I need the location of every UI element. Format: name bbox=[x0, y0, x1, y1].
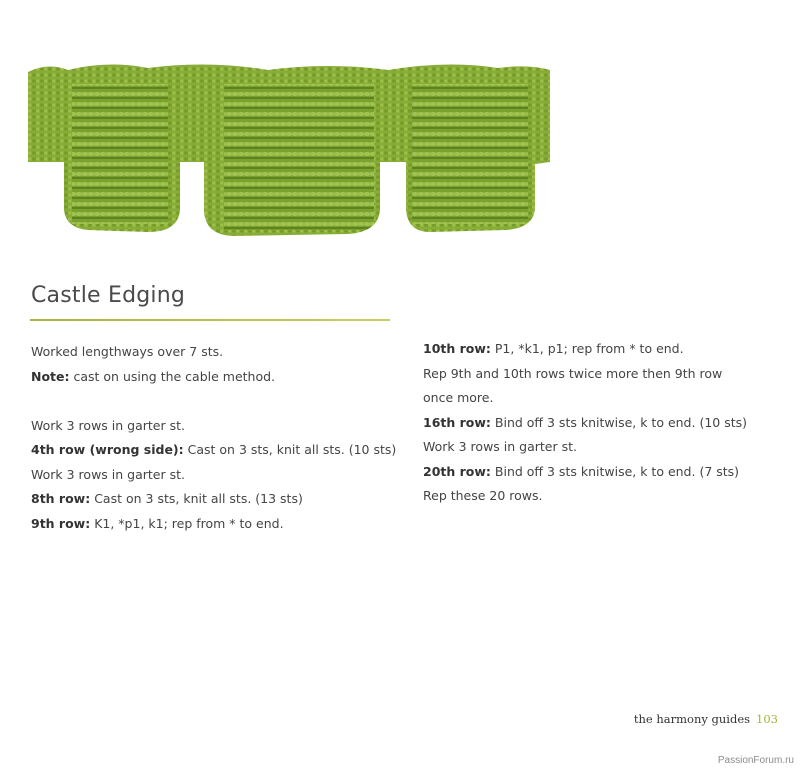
page-number: 103 bbox=[756, 712, 778, 726]
instruction-line: Rep 9th and 10th rows twice more then 9th row bbox=[423, 365, 723, 381]
instructions-right-column bbox=[423, 337, 783, 509]
instruction-line: 20th row: Bind off 3 sts knitwise, k to end. (7 sts) bbox=[423, 463, 740, 479]
instruction-line: Work 3 rows in garter st. bbox=[31, 417, 185, 433]
instructions-left-column bbox=[31, 340, 411, 536]
instruction-line: 8th row: Cast on 3 sts, knit all sts. (13 sts) bbox=[31, 491, 303, 506]
instruction-line: 9th row: K1, *p1, k1; rep from * to end. bbox=[31, 515, 284, 531]
instruction-line: once more. bbox=[423, 390, 494, 405]
title-underline bbox=[30, 319, 390, 321]
watermark: PassionForum.ru bbox=[717, 755, 794, 766]
instruction-line: Worked lengthways over 7 sts. bbox=[31, 344, 224, 359]
instruction-line: 4th row (wrong side): Cast on 3 sts, knit all sts. (10 sts) bbox=[31, 442, 397, 457]
instruction-line: Work 3 rows in garter st. bbox=[423, 439, 577, 454]
instruction-line: Work 3 rows in garter st. bbox=[31, 466, 185, 482]
instruction-line: Note: cast on using the cable method. bbox=[31, 368, 276, 384]
instruction-line: 16th row: Bind off 3 sts knitwise, k to end. (10 sts) bbox=[423, 414, 748, 430]
knitted-swatch-photo bbox=[28, 60, 550, 242]
instruction-line: 10th row: P1, *k1, p1; rep from * to end. bbox=[423, 341, 684, 356]
pattern-title: Castle Edging bbox=[31, 283, 186, 308]
paragraph-gap bbox=[31, 389, 411, 414]
series-name: the harmony guides bbox=[633, 712, 751, 726]
instruction-line: Rep these 20 rows. bbox=[423, 488, 543, 503]
page-footer bbox=[634, 712, 778, 726]
